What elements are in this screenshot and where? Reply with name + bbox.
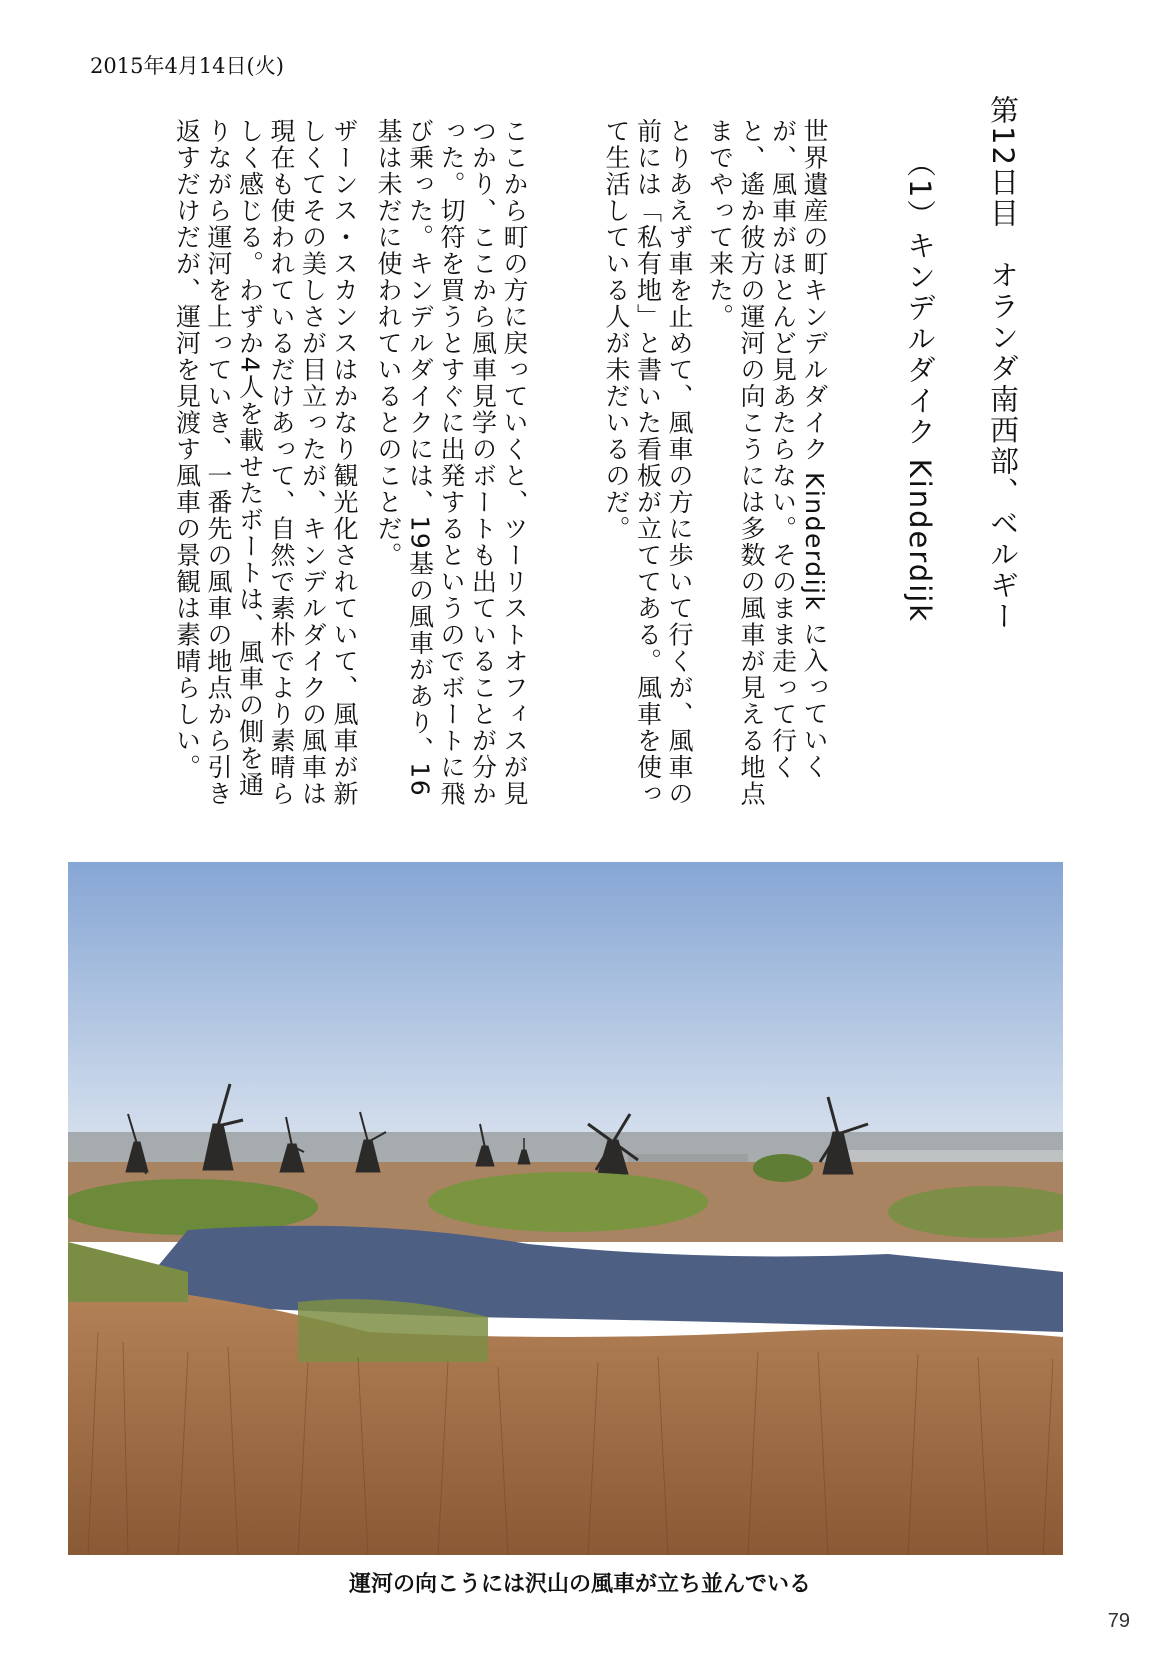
windmill-landscape-image	[68, 862, 1063, 1555]
sky	[68, 862, 1063, 1162]
bushes-center	[428, 1172, 708, 1232]
date-header: 2015年4月14日(火)	[90, 54, 284, 78]
section-title: （1）キンデルダイク Kinderdijk	[903, 148, 937, 624]
body-paragraph-2: とりあえず車を止めて、風車の方に歩いて行くが、風車の前には「私有地」と書いた看板が立ててある。風車を使って生活している人が未だいるのだ。	[602, 118, 694, 807]
page-number: 79	[1107, 1610, 1130, 1632]
body-paragraph-4: ザーンス・スカンスはかなり観光化されていて、風車が新しくてその美しさが目立ったが、キンデルダイクの風車は現在も使われているだけあって、自然で素朴でより素晴らしく感じる。わずか4人を載せたボートは、風車の側を通りながら運河を上っていき、一番先の風車の地点から引き返すだけだが、運河を見渡す風車の景観は素晴らしい。	[172, 118, 359, 807]
chapter-title: 第12日目 オランダ南西部、ベルギー	[986, 95, 1020, 632]
body-paragraph-1: 世界遺産の町キンデルダイク Kinderdijk に入っていくが、風車がほとんど見あたらない。そのまま走って行くと、遙か彼方の運河の向こうには多数の風車が見える地点までやって来た。	[705, 118, 829, 807]
photo-caption: 運河の向こうには沢山の風車が立ち並んでいる	[348, 1572, 811, 1597]
windmill-photo	[68, 862, 1063, 1555]
distant-buildings	[848, 1150, 1063, 1164]
body-paragraph-3: ここから町の方に戻っていくと、ツーリストオフィスが見つかり、ここから風車見学のボートも出ていることが分かった。切符を買うとすぐに出発するというのでボートに飛び乗った。キンデルダイクには、19基の風車があり、16基は未だに使われているとのことだ。	[374, 118, 529, 807]
